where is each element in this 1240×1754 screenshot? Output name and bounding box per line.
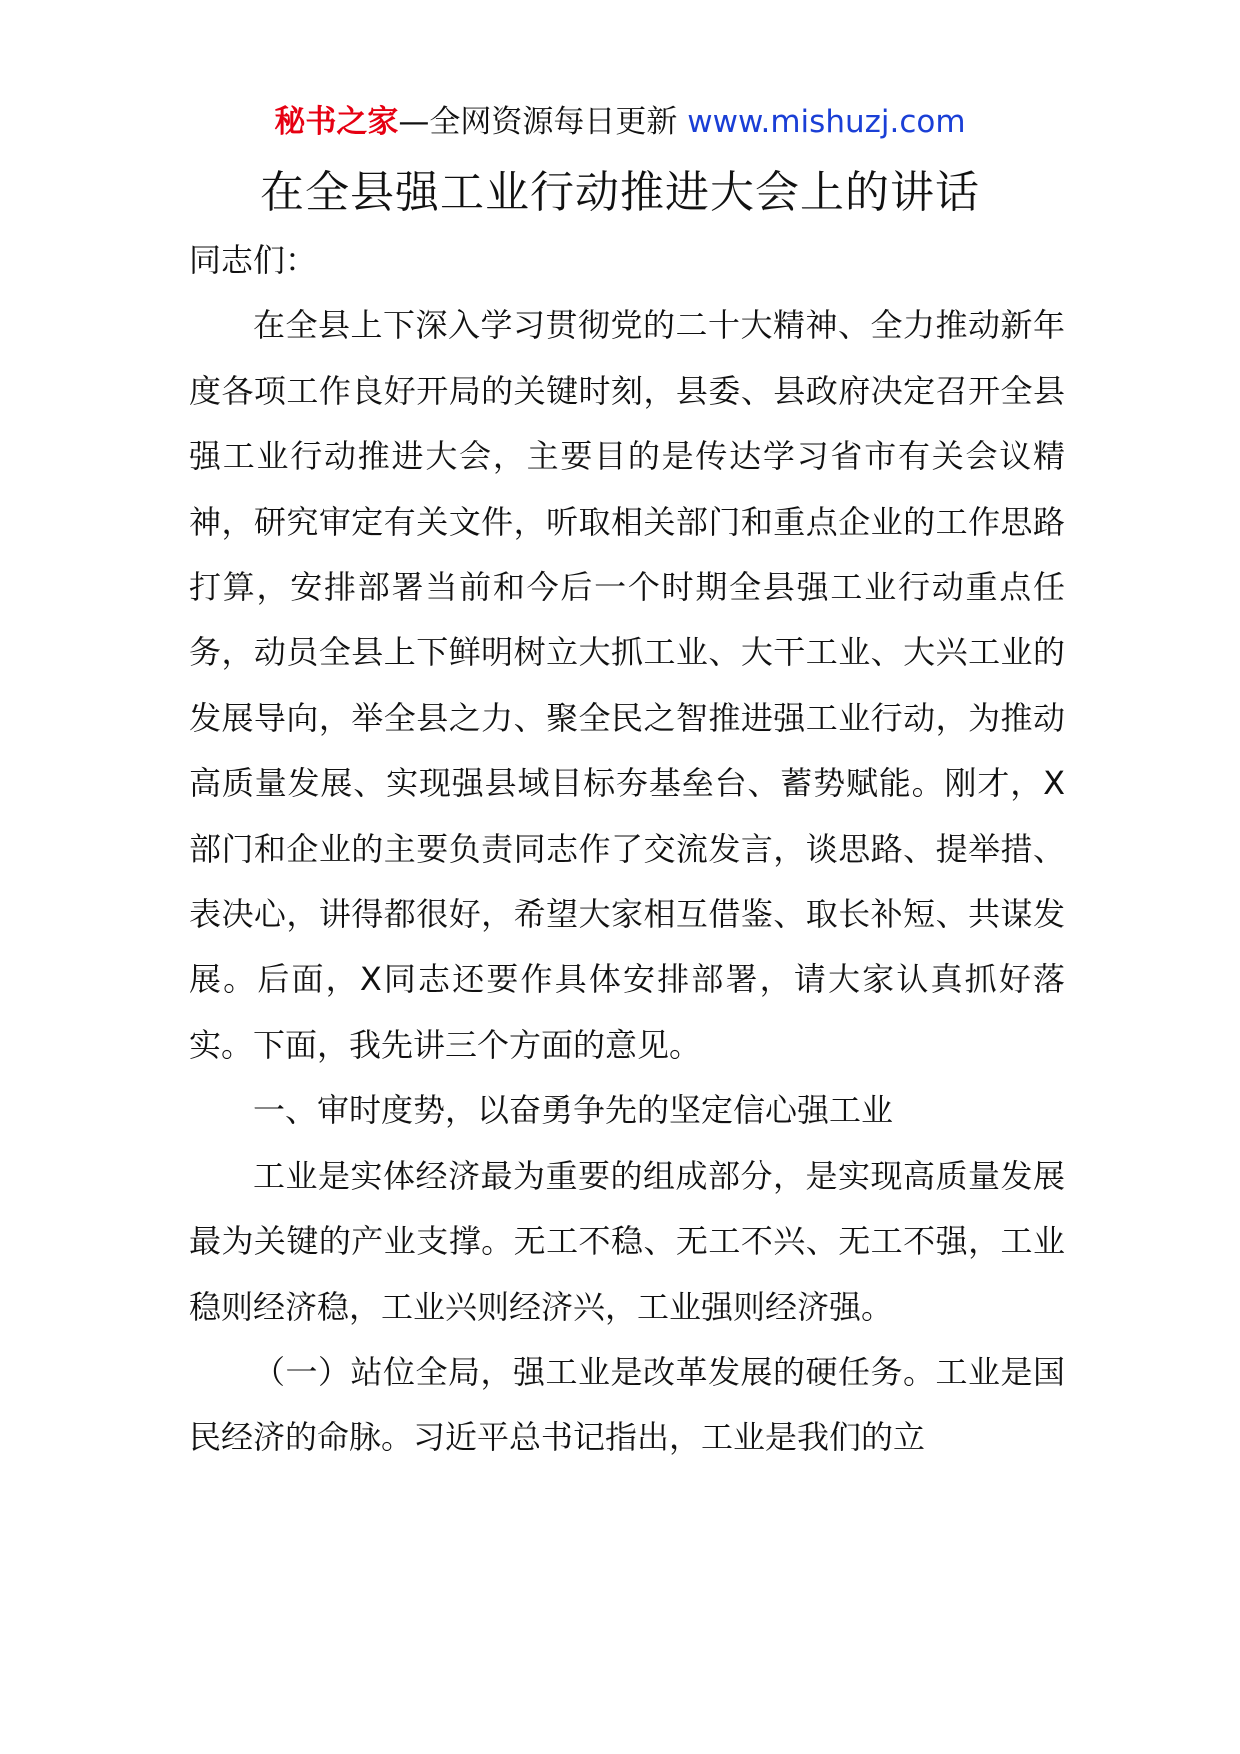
site-brand: 秘书之家: [274, 104, 399, 140]
site-header: [0, 100, 1240, 144]
section-heading: 一、审时度势，以奋勇争先的坚定信心强工业: [253, 1091, 894, 1130]
salutation: 同志们：: [189, 241, 318, 279]
section-paragraph: 工业是实体经济最为重要的组成部分，是实现高质量发展最为关键的产业支撑。无工不稳、无工不兴、无工不强，工业稳则经济稳，工业兴则经济兴，工业强则经济强。: [189, 1156, 1065, 1326]
site-tagline: —全网资源每日更新: [398, 104, 688, 140]
document-body: [189, 228, 1065, 1471]
site-url-link[interactable]: www.mishuzj.com: [687, 104, 966, 140]
document-title: 在全县强工业行动推进大会上的讲话: [260, 167, 980, 218]
intro-paragraph: 在全县上下深入学习贯彻党的二十大精神、全力推动新年度各项工作良好开局的关键时刻，县委、县政府决定召开全县强工业行动推进大会，主要目的是传达学习省市有关会议精神，研究审定有关文件，听取相关部门和重点企业的工作思路打算，安排部署当前和今后一个时期全县强工业行动重点任务，动员全县上下鲜明树立大抓工业、大干工业、大兴工业的发展导向，举全县之力、聚全民之智推进强工业行动，为推动高质量发展、实现强县域目标夯基垒台、蓄势赋能。刚才，X部门和企业的主要负责同志作了交流发言，谈思路、提举措、表决心，讲得都很好，希望大家相互借鉴、取长补短、共谋发展。后面，X同志还要作具体安排部署，请大家认真抓好落实。下面，我先讲三个方面的意见。: [189, 306, 1065, 1064]
subsection-paragraph: （一）站位全局，强工业是改革发展的硬任务。工业是国民经济的命脉。习近平总书记指出，工业是我们的立: [189, 1352, 1065, 1457]
